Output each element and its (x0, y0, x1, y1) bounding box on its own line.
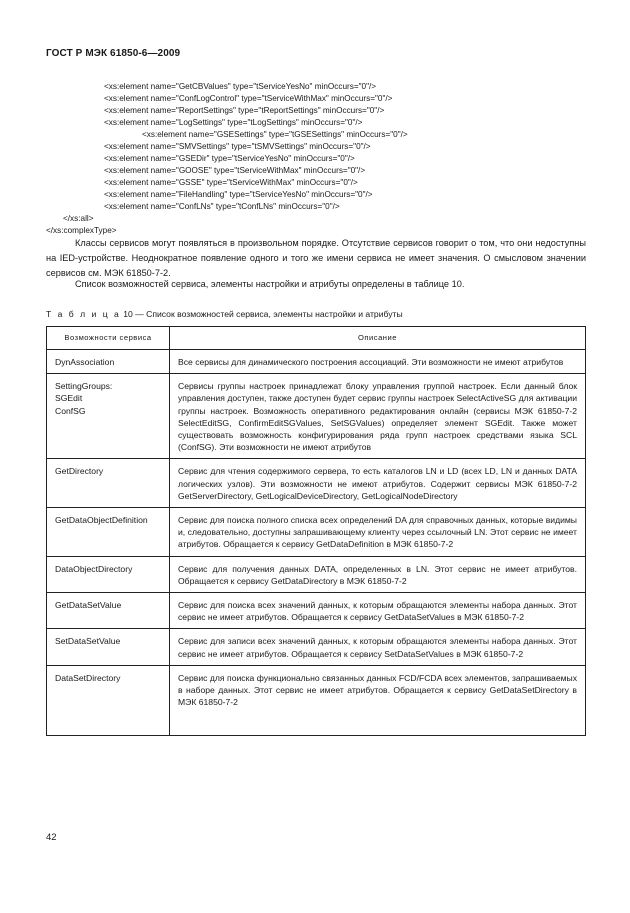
service-capability-cell: SetDataSetValue (47, 629, 170, 665)
code-line: <xs:element name="GSEDir" type="tServiceYesNo" minOccurs="0"/> (104, 154, 355, 163)
page-number: 42 (46, 832, 57, 843)
service-description-cell: Сервис для поиска всех значений данных, к которым обращаются элементы набора данных. Этот сервис не имеет атрибутов. Обращается к сервису GetDataSetValues в МЭК 61850-7-2 (170, 593, 586, 629)
service-description-cell: Сервис для получения данных DATA, определенных в LN. Этот сервис не имеет атрибутов. Обращается к сервису GetDataDirectory в МЭК 61850-7-2 (170, 556, 586, 592)
table-row (47, 459, 586, 508)
service-description-cell: Сервисы группы настроек принадлежат блоку управления группой настроек. Если данный блок управления доступен, также доступен будет сервис группы настроек SelectActiveSG для активации группы настроек. Возможность оперативного редактирования онлайн (сервисы МЭК 61850-7-2 SelectEditSG, ConfirmEditSGValues, SetSGValues) определяет элемент SGEdit. Также может существовать возможность конфигурирования ряда групп настроек средствами языка SCL (ConfSG). Эти возможности не имеют атрибутов (170, 374, 586, 459)
table-row (47, 556, 586, 592)
code-line: <xs:element name="ReportSettings" type="tReportSettings" minOccurs="0"/> (104, 106, 385, 115)
column-header-description: Описание (170, 327, 586, 350)
table-row (47, 665, 586, 735)
table-caption-prefix: Т а б л и ц а (46, 309, 121, 319)
service-description-cell: Сервис для записи всех значений данных, к которым обращаются элементы набора данных. Этот сервис не имеет атрибутов. Обращается к сервису SetDataSetValues в МЭК 61850-7-2 (170, 629, 586, 665)
paragraph-text: Классы сервисов могут появляться в произвольном порядке. Отсутствие сервисов говорит о том, что они недоступны на IED-устройстве. Неоднократное появление одного и того же имени сервиса не имеет значения. О смысловом значении сервисов см. МЭК 61850-7-2. (46, 238, 586, 278)
paragraph-text: Список возможностей сервиса, элементы настройки и атрибуты определены в таблице 10. (75, 279, 465, 289)
table-row (47, 350, 586, 374)
code-line: <xs:element name="GSSE" type="tServiceWithMax" minOccurs="0"/> (104, 178, 358, 187)
service-capability-cell: SettingGroups: SGEdit ConfSG (47, 374, 170, 459)
code-line: <xs:element name="SMVSettings" type="tSMVSettings" minOccurs="0"/> (104, 142, 371, 151)
service-capability-cell: DataObjectDirectory (47, 556, 170, 592)
code-line: <xs:element name="LogSettings" type="tLogSettings" minOccurs="0"/> (104, 118, 363, 127)
table-row (47, 508, 586, 557)
services-table (46, 326, 586, 736)
code-line: <xs:element name="GSESettings" type="tGSESettings" minOccurs="0"/> (142, 130, 408, 139)
service-capability-cell: GetDataSetValue (47, 593, 170, 629)
service-description-cell: Сервис для чтения содержимого сервера, то есть каталогов LN и LD (всех LD, LN и данных DATA логических узлов). Эти возможности не имеют атрибутов. Содержит сервисы МЭК 61850-7-2 GetServerDirectory, GetLogicalDeviceDirectory, GetLogicalNodeDirectory (170, 459, 586, 508)
code-line: <xs:element name="GOOSE" type="tServiceWithMax" minOccurs="0"/> (104, 166, 366, 175)
table-caption (46, 309, 403, 319)
code-line: <xs:element name="GetCBValues" type="tServiceYesNo" minOccurs="0"/> (104, 82, 377, 91)
code-line: </xs:all> (63, 214, 94, 223)
code-line: <xs:element name="ConfLogControl" type="tServiceWithMax" minOccurs="0"/> (104, 94, 393, 103)
table-row (47, 374, 586, 459)
document-header: ГОСТ Р МЭК 61850-6—2009 (46, 48, 181, 59)
code-line: </xs:complexType> (46, 226, 117, 235)
service-capability-cell: GetDataObjectDefinition (47, 508, 170, 557)
table-body (47, 350, 586, 736)
table-header-row (47, 327, 586, 350)
table-row (47, 593, 586, 629)
service-description-cell: Сервис для поиска функционально связанных данных FCD/FCDA всех элементов, запрашиваемых в наборе данных. Этот сервис не имеет атрибутов. Обращается к сервису GetDataSetDirectory в МЭК 61850-7-2 (170, 665, 586, 735)
service-capability-cell: DynAssociation (47, 350, 170, 374)
column-header-capability: Возможности сервиса (47, 327, 170, 350)
table-caption-text: 10 — Список возможностей сервиса, элементы настройки и атрибуты (123, 309, 403, 319)
service-description-cell: Сервис для поиска полного списка всех определений DA для справочных данных, которые видимы и, следовательно, доступны запрашивающему клиенту через ссылочный LN. Этот сервис не имеет атрибутов. Обращается к сервису GetDataDefinition в МЭК 61850-7-2 (170, 508, 586, 557)
body-paragraph (46, 277, 586, 292)
code-line: <xs:element name="ConfLNs" type="tConfLNs" minOccurs="0"/> (104, 202, 340, 211)
table-row (47, 629, 586, 665)
body-paragraph (46, 236, 586, 281)
service-capability-cell: GetDirectory (47, 459, 170, 508)
service-description-cell: Все сервисы для динамического построения ассоциаций. Эти возможности не имеют атрибутов (170, 350, 586, 374)
service-capability-cell: DataSetDirectory (47, 665, 170, 735)
code-line: <xs:element name="FileHandling" type="tServiceYesNo" minOccurs="0"/> (104, 190, 373, 199)
